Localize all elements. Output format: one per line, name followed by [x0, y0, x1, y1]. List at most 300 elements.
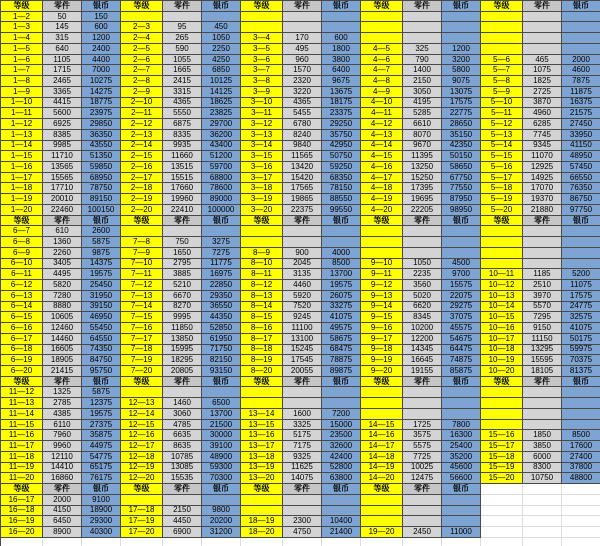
parts-value-cell[interactable]: 18105: [523, 366, 562, 377]
level-range-cell[interactable]: 5—10: [481, 98, 523, 109]
silver-header-cell[interactable]: 银币: [322, 216, 361, 227]
silver-value-cell[interactable]: 26075: [322, 291, 361, 302]
level-range-cell[interactable]: 4—8: [361, 76, 403, 87]
level-range-cell[interactable]: 11—15: [1, 420, 43, 431]
level-range-cell[interactable]: 4—16: [361, 162, 403, 173]
parts-value-cell[interactable]: 5210: [163, 280, 202, 291]
level-range-cell[interactable]: 16—19: [1, 516, 43, 527]
level-range-cell[interactable]: 7—12: [121, 280, 163, 291]
silver-value-cell[interactable]: 8500: [562, 430, 600, 441]
level-range-cell[interactable]: 4—13: [361, 130, 403, 141]
level-header-cell[interactable]: 等级: [361, 216, 403, 227]
level-header-cell[interactable]: 等级: [241, 377, 283, 388]
level-cell-empty[interactable]: [481, 420, 523, 431]
silver-value-cell[interactable]: 1200: [442, 44, 481, 55]
level-cell-empty[interactable]: [481, 248, 523, 259]
parts-value-cell[interactable]: 3885: [163, 269, 202, 280]
level-range-cell[interactable]: 6—14: [1, 302, 43, 313]
parts-value-cell[interactable]: 1570: [283, 65, 322, 76]
level-range-cell[interactable]: 7—18: [121, 345, 163, 356]
level-range-cell[interactable]: 5—12: [481, 119, 523, 130]
parts-value-cell[interactable]: 5455: [283, 108, 322, 119]
parts-value-cell[interactable]: 4195: [403, 98, 442, 109]
level-range-cell[interactable]: 6—19: [1, 355, 43, 366]
silver-value-cell[interactable]: 7800: [442, 420, 481, 431]
parts-value-cell[interactable]: 6000: [523, 452, 562, 463]
parts-value-cell[interactable]: 3560: [403, 280, 442, 291]
level-range-cell[interactable]: 9—16: [361, 323, 403, 334]
silver-value-cell[interactable]: 22075: [442, 291, 481, 302]
level-range-cell[interactable]: 2—9: [121, 87, 163, 98]
silver-value-cell[interactable]: 76175: [82, 473, 121, 484]
parts-value-cell[interactable]: 16645: [403, 355, 442, 366]
silver-value-cell[interactable]: 100000: [202, 205, 241, 216]
parts-value-cell[interactable]: 8270: [163, 302, 202, 313]
parts-value-cell[interactable]: 4365: [163, 98, 202, 109]
parts-header-cell[interactable]: 零件: [283, 377, 322, 388]
silver-value-cell[interactable]: 44975: [82, 441, 121, 452]
silver-cell-empty[interactable]: [322, 22, 361, 33]
level-range-cell[interactable]: 8—15: [241, 312, 283, 323]
parts-value-cell[interactable]: 19155: [403, 366, 442, 377]
silver-cell-empty[interactable]: [562, 12, 600, 23]
silver-value-cell[interactable]: 4000: [322, 248, 361, 259]
parts-cell-empty[interactable]: [163, 226, 202, 237]
level-range-cell[interactable]: 1—17: [1, 173, 43, 184]
silver-cell-empty[interactable]: [562, 409, 600, 420]
level-range-cell[interactable]: 3—10: [241, 98, 283, 109]
level-range-cell[interactable]: 6—8: [1, 237, 43, 248]
parts-value-cell[interactable]: 315: [43, 33, 82, 44]
silver-value-cell[interactable]: 70300: [202, 473, 241, 484]
level-header-cell[interactable]: 等级: [361, 1, 403, 12]
silver-cell-empty[interactable]: [322, 226, 361, 237]
parts-value-cell[interactable]: 1715: [43, 65, 82, 76]
level-range-cell[interactable]: 10—13: [481, 291, 523, 302]
silver-cell-empty[interactable]: [322, 12, 361, 23]
level-range-cell[interactable]: 10—17: [481, 334, 523, 345]
parts-value-cell[interactable]: 1105: [43, 55, 82, 66]
parts-value-cell[interactable]: 495: [283, 44, 322, 55]
parts-value-cell[interactable]: 15515: [163, 173, 202, 184]
parts-value-cell[interactable]: 9840: [283, 141, 322, 152]
parts-value-cell[interactable]: 17070: [523, 183, 562, 194]
parts-value-cell[interactable]: 2150: [163, 506, 202, 517]
parts-cell-empty[interactable]: [403, 516, 442, 527]
parts-value-cell[interactable]: 10750: [523, 473, 562, 484]
silver-value-cell[interactable]: 9075: [442, 76, 481, 87]
silver-value-cell[interactable]: 150: [82, 12, 121, 23]
silver-value-cell[interactable]: 87950: [442, 194, 481, 205]
silver-value-cell[interactable]: 1200: [82, 33, 121, 44]
silver-value-cell[interactable]: 2000: [562, 55, 600, 66]
parts-value-cell[interactable]: 4960: [523, 108, 562, 119]
level-range-cell[interactable]: 9—15: [361, 312, 403, 323]
silver-value-cell[interactable]: 13700: [202, 409, 241, 420]
parts-value-cell[interactable]: 14925: [523, 173, 562, 184]
empty-grid-cell[interactable]: [481, 527, 523, 538]
level-cell-empty[interactable]: [361, 33, 403, 44]
level-range-cell[interactable]: 14—20: [361, 473, 403, 484]
silver-value-cell[interactable]: 29350: [202, 291, 241, 302]
silver-value-cell[interactable]: 59300: [202, 463, 241, 474]
level-range-cell[interactable]: 12—15: [121, 420, 163, 431]
silver-cell-empty[interactable]: [442, 409, 481, 420]
level-range-cell[interactable]: 8—14: [241, 302, 283, 313]
parts-cell-empty[interactable]: [283, 12, 322, 23]
level-range-cell[interactable]: 5—6: [481, 55, 523, 66]
parts-value-cell[interactable]: 6925: [43, 119, 82, 130]
level-range-cell[interactable]: 15—19: [481, 463, 523, 474]
level-range-cell[interactable]: 11—17: [1, 441, 43, 452]
silver-cell-empty[interactable]: [442, 398, 481, 409]
silver-value-cell[interactable]: 21400: [322, 527, 361, 538]
level-range-cell[interactable]: 1—4: [1, 33, 43, 44]
silver-value-cell[interactable]: 1050: [202, 33, 241, 44]
silver-value-cell[interactable]: 18175: [322, 98, 361, 109]
parts-value-cell[interactable]: 7960: [43, 430, 82, 441]
silver-value-cell[interactable]: 39150: [82, 302, 121, 313]
parts-value-cell[interactable]: 960: [283, 55, 322, 66]
parts-cell-empty[interactable]: [403, 33, 442, 44]
level-range-cell[interactable]: 11—20: [1, 473, 43, 484]
level-range-cell[interactable]: 8—10: [241, 259, 283, 270]
silver-value-cell[interactable]: 5800: [442, 65, 481, 76]
silver-value-cell[interactable]: 20200: [202, 516, 241, 527]
silver-value-cell[interactable]: 29250: [322, 119, 361, 130]
empty-grid-cell[interactable]: [121, 538, 163, 546]
silver-value-cell[interactable]: 39100: [202, 441, 241, 452]
parts-value-cell[interactable]: 20805: [163, 366, 202, 377]
parts-value-cell[interactable]: 2785: [43, 398, 82, 409]
level-range-cell[interactable]: 3—5: [241, 44, 283, 55]
level-cell-empty[interactable]: [481, 409, 523, 420]
level-range-cell[interactable]: 14—18: [361, 452, 403, 463]
level-range-cell[interactable]: 14—15: [361, 420, 403, 431]
silver-value-cell[interactable]: 78150: [322, 183, 361, 194]
level-range-cell[interactable]: 14—16: [361, 430, 403, 441]
level-cell-empty[interactable]: [241, 12, 283, 23]
empty-grid-cell[interactable]: [523, 527, 562, 538]
silver-header-cell[interactable]: 银币: [82, 484, 121, 495]
parts-value-cell[interactable]: 11150: [523, 334, 562, 345]
parts-cell-empty[interactable]: [163, 12, 202, 23]
silver-value-cell[interactable]: 32600: [322, 441, 361, 452]
silver-value-cell[interactable]: 89150: [82, 194, 121, 205]
level-range-cell[interactable]: 15—16: [481, 430, 523, 441]
level-range-cell[interactable]: 11—18: [1, 452, 43, 463]
empty-grid-cell[interactable]: [481, 538, 523, 546]
silver-value-cell[interactable]: 24775: [562, 302, 600, 313]
level-range-cell[interactable]: 2—6: [121, 55, 163, 66]
silver-value-cell[interactable]: 19575: [322, 280, 361, 291]
silver-header-cell[interactable]: 银币: [562, 377, 600, 388]
level-range-cell[interactable]: 6—20: [1, 366, 43, 377]
silver-value-cell[interactable]: 21575: [562, 108, 600, 119]
parts-value-cell[interactable]: 13250: [403, 162, 442, 173]
parts-cell-empty[interactable]: [403, 237, 442, 248]
silver-value-cell[interactable]: 86750: [562, 194, 600, 205]
silver-value-cell[interactable]: 33275: [322, 302, 361, 313]
level-range-cell[interactable]: 1—13: [1, 130, 43, 141]
parts-value-cell[interactable]: 15565: [43, 173, 82, 184]
level-range-cell[interactable]: 10—11: [481, 269, 523, 280]
parts-value-cell[interactable]: 3050: [403, 87, 442, 98]
level-range-cell[interactable]: 1—3: [1, 22, 43, 33]
parts-value-cell[interactable]: 790: [403, 55, 442, 66]
silver-value-cell[interactable]: 23375: [322, 108, 361, 119]
level-range-cell[interactable]: 5—7: [481, 65, 523, 76]
level-header-cell[interactable]: 等级: [481, 377, 523, 388]
level-range-cell[interactable]: 6—13: [1, 291, 43, 302]
level-range-cell[interactable]: 2—17: [121, 173, 163, 184]
silver-value-cell[interactable]: 14125: [202, 87, 241, 98]
level-range-cell[interactable]: 16—17: [1, 495, 43, 506]
level-range-cell[interactable]: 10—16: [481, 323, 523, 334]
silver-value-cell[interactable]: 7000: [82, 65, 121, 76]
silver-value-cell[interactable]: 4500: [442, 259, 481, 270]
silver-header-cell[interactable]: 银币: [202, 484, 241, 495]
silver-value-cell[interactable]: 43400: [202, 141, 241, 152]
parts-value-cell[interactable]: 15245: [283, 345, 322, 356]
silver-value-cell[interactable]: 65175: [82, 463, 121, 474]
silver-cell-empty[interactable]: [442, 495, 481, 506]
level-range-cell[interactable]: 3—17: [241, 173, 283, 184]
parts-value-cell[interactable]: 7725: [403, 452, 442, 463]
silver-value-cell[interactable]: 63800: [322, 473, 361, 484]
level-range-cell[interactable]: 3—20: [241, 205, 283, 216]
silver-cell-empty[interactable]: [442, 22, 481, 33]
silver-value-cell[interactable]: 22850: [202, 280, 241, 291]
silver-header-cell[interactable]: 银币: [202, 377, 241, 388]
parts-value-cell[interactable]: 17545: [283, 355, 322, 366]
parts-value-cell[interactable]: 11395: [403, 151, 442, 162]
level-cell-empty[interactable]: [361, 22, 403, 33]
level-header-cell[interactable]: 等级: [121, 377, 163, 388]
level-range-cell[interactable]: 16—18: [1, 506, 43, 517]
silver-value-cell[interactable]: 5200: [562, 269, 600, 280]
silver-value-cell[interactable]: 55450: [82, 323, 121, 334]
level-range-cell[interactable]: 8—17: [241, 334, 283, 345]
level-cell-empty[interactable]: [361, 226, 403, 237]
parts-value-cell[interactable]: 325: [403, 44, 442, 55]
silver-cell-empty[interactable]: [562, 237, 600, 248]
parts-value-cell[interactable]: 6620: [403, 302, 442, 313]
silver-value-cell[interactable]: 3200: [442, 55, 481, 66]
silver-cell-empty[interactable]: [562, 44, 600, 55]
silver-value-cell[interactable]: 5875: [82, 237, 121, 248]
silver-value-cell[interactable]: 3275: [202, 237, 241, 248]
parts-value-cell[interactable]: 19960: [163, 194, 202, 205]
silver-value-cell[interactable]: 13700: [322, 269, 361, 280]
level-range-cell[interactable]: 5—11: [481, 108, 523, 119]
silver-value-cell[interactable]: 64475: [442, 345, 481, 356]
silver-value-cell[interactable]: 59250: [322, 162, 361, 173]
level-range-cell[interactable]: 5—20: [481, 205, 523, 216]
parts-value-cell[interactable]: 11850: [163, 323, 202, 334]
parts-value-cell[interactable]: 15250: [403, 173, 442, 184]
parts-header-cell[interactable]: 零件: [403, 216, 442, 227]
silver-value-cell[interactable]: 9675: [322, 76, 361, 87]
level-range-cell[interactable]: 9—10: [361, 259, 403, 270]
parts-value-cell[interactable]: 8070: [403, 130, 442, 141]
level-range-cell[interactable]: 3—6: [241, 55, 283, 66]
empty-grid-cell[interactable]: [562, 484, 600, 495]
level-cell-empty[interactable]: [241, 237, 283, 248]
level-range-cell[interactable]: 13—14: [241, 409, 283, 420]
parts-cell-empty[interactable]: [283, 387, 322, 398]
silver-value-cell[interactable]: 16375: [562, 98, 600, 109]
level-header-cell[interactable]: 等级: [1, 377, 43, 388]
parts-value-cell[interactable]: 4460: [283, 280, 322, 291]
level-range-cell[interactable]: 12—13: [121, 398, 163, 409]
empty-grid-cell[interactable]: [523, 484, 562, 495]
silver-value-cell[interactable]: 44350: [202, 312, 241, 323]
level-range-cell[interactable]: 2—12: [121, 119, 163, 130]
level-range-cell[interactable]: 8—13: [241, 291, 283, 302]
parts-header-cell[interactable]: 零件: [163, 216, 202, 227]
silver-value-cell[interactable]: 61950: [202, 334, 241, 345]
silver-value-cell[interactable]: 11075: [562, 280, 600, 291]
silver-value-cell[interactable]: 28650: [442, 119, 481, 130]
empty-grid-cell[interactable]: [562, 495, 600, 506]
level-range-cell[interactable]: 9—11: [361, 269, 403, 280]
empty-grid-cell[interactable]: [1, 538, 43, 546]
silver-value-cell[interactable]: 4250: [202, 55, 241, 66]
parts-value-cell[interactable]: 16860: [43, 473, 82, 484]
parts-cell-empty[interactable]: [403, 226, 442, 237]
parts-value-cell[interactable]: 1075: [523, 65, 562, 76]
level-cell-empty[interactable]: [481, 22, 523, 33]
level-range-cell[interactable]: 3—16: [241, 162, 283, 173]
parts-value-cell[interactable]: 9670: [403, 141, 442, 152]
parts-value-cell[interactable]: 14345: [403, 345, 442, 356]
silver-value-cell[interactable]: 21500: [202, 420, 241, 431]
silver-value-cell[interactable]: 59850: [82, 162, 121, 173]
parts-value-cell[interactable]: 1725: [403, 420, 442, 431]
level-range-cell[interactable]: 1—16: [1, 162, 43, 173]
silver-value-cell[interactable]: 49575: [322, 323, 361, 334]
parts-value-cell[interactable]: 12110: [43, 452, 82, 463]
silver-value-cell[interactable]: 10400: [322, 516, 361, 527]
silver-value-cell[interactable]: 84750: [82, 355, 121, 366]
silver-cell-empty[interactable]: [562, 398, 600, 409]
level-range-cell[interactable]: 2—4: [121, 33, 163, 44]
level-range-cell[interactable]: 1—15: [1, 151, 43, 162]
silver-header-cell[interactable]: 银币: [442, 484, 481, 495]
level-range-cell[interactable]: 1—19: [1, 194, 43, 205]
level-cell-empty[interactable]: [241, 506, 283, 517]
level-range-cell[interactable]: 17—19: [121, 516, 163, 527]
silver-value-cell[interactable]: 85875: [442, 366, 481, 377]
silver-value-cell[interactable]: 52800: [322, 463, 361, 474]
silver-value-cell[interactable]: 8500: [322, 259, 361, 270]
parts-value-cell[interactable]: 13565: [43, 162, 82, 173]
parts-value-cell[interactable]: 5920: [283, 291, 322, 302]
level-range-cell[interactable]: 9—19: [361, 355, 403, 366]
silver-cell-empty[interactable]: [322, 387, 361, 398]
parts-header-cell[interactable]: 零件: [43, 216, 82, 227]
level-range-cell[interactable]: 3—18: [241, 183, 283, 194]
parts-cell-empty[interactable]: [523, 12, 562, 23]
level-header-cell[interactable]: 等级: [1, 484, 43, 495]
parts-value-cell[interactable]: 2045: [283, 259, 322, 270]
silver-cell-empty[interactable]: [562, 387, 600, 398]
level-range-cell[interactable]: 7—8: [121, 237, 163, 248]
parts-header-cell[interactable]: 零件: [163, 484, 202, 495]
parts-value-cell[interactable]: 3970: [523, 291, 562, 302]
parts-value-cell[interactable]: 2510: [523, 280, 562, 291]
silver-value-cell[interactable]: 11775: [202, 259, 241, 270]
silver-value-cell[interactable]: 41075: [322, 312, 361, 323]
level-range-cell[interactable]: 13—17: [241, 441, 283, 452]
empty-grid-cell[interactable]: [283, 538, 322, 546]
level-range-cell[interactable]: 3—13: [241, 130, 283, 141]
silver-value-cell[interactable]: 48800: [562, 473, 600, 484]
level-range-cell[interactable]: 8—16: [241, 323, 283, 334]
silver-value-cell[interactable]: 2600: [82, 226, 121, 237]
level-cell-empty[interactable]: [241, 495, 283, 506]
level-range-cell[interactable]: 18—19: [241, 516, 283, 527]
level-range-cell[interactable]: 4—19: [361, 194, 403, 205]
parts-value-cell[interactable]: 11565: [283, 151, 322, 162]
silver-value-cell[interactable]: 15000: [322, 420, 361, 431]
silver-header-cell[interactable]: 银币: [322, 1, 361, 12]
empty-grid-cell[interactable]: [562, 506, 600, 517]
silver-value-cell[interactable]: 56600: [442, 473, 481, 484]
silver-value-cell[interactable]: 68950: [82, 173, 121, 184]
level-range-cell[interactable]: 1—9: [1, 87, 43, 98]
level-range-cell[interactable]: 5—14: [481, 141, 523, 152]
level-range-cell[interactable]: 6—17: [1, 334, 43, 345]
empty-grid-cell[interactable]: [481, 506, 523, 517]
parts-value-cell[interactable]: 465: [523, 55, 562, 66]
level-range-cell[interactable]: 9—20: [361, 366, 403, 377]
parts-value-cell[interactable]: 13100: [283, 334, 322, 345]
silver-value-cell[interactable]: 14375: [82, 259, 121, 270]
parts-value-cell[interactable]: 1185: [523, 269, 562, 280]
level-range-cell[interactable]: 9—17: [361, 334, 403, 345]
level-range-cell[interactable]: 11—14: [1, 409, 43, 420]
parts-value-cell[interactable]: 12925: [523, 162, 562, 173]
parts-value-cell[interactable]: 6875: [163, 119, 202, 130]
level-cell-empty[interactable]: [121, 387, 163, 398]
silver-value-cell[interactable]: 52850: [202, 323, 241, 334]
parts-value-cell[interactable]: 95: [163, 22, 202, 33]
parts-value-cell[interactable]: 7175: [283, 441, 322, 452]
parts-value-cell[interactable]: 13085: [163, 463, 202, 474]
level-range-cell[interactable]: 2—3: [121, 22, 163, 33]
parts-value-cell[interactable]: 6610: [403, 119, 442, 130]
parts-value-cell[interactable]: 15420: [283, 173, 322, 184]
level-header-cell[interactable]: 等级: [241, 484, 283, 495]
level-cell-empty[interactable]: [361, 398, 403, 409]
silver-value-cell[interactable]: 51200: [202, 151, 241, 162]
silver-value-cell[interactable]: 25450: [82, 280, 121, 291]
level-header-cell[interactable]: 等级: [481, 216, 523, 227]
silver-value-cell[interactable]: 68475: [322, 345, 361, 356]
silver-value-cell[interactable]: 59975: [562, 345, 600, 356]
empty-grid-cell[interactable]: [481, 484, 523, 495]
silver-cell-empty[interactable]: [562, 420, 600, 431]
silver-header-cell[interactable]: 银币: [562, 1, 600, 12]
level-range-cell[interactable]: 13—18: [241, 452, 283, 463]
parts-value-cell[interactable]: 19695: [403, 194, 442, 205]
parts-value-cell[interactable]: 2725: [523, 87, 562, 98]
silver-value-cell[interactable]: 45600: [442, 463, 481, 474]
parts-value-cell[interactable]: 4415: [43, 98, 82, 109]
silver-value-cell[interactable]: 3800: [322, 55, 361, 66]
